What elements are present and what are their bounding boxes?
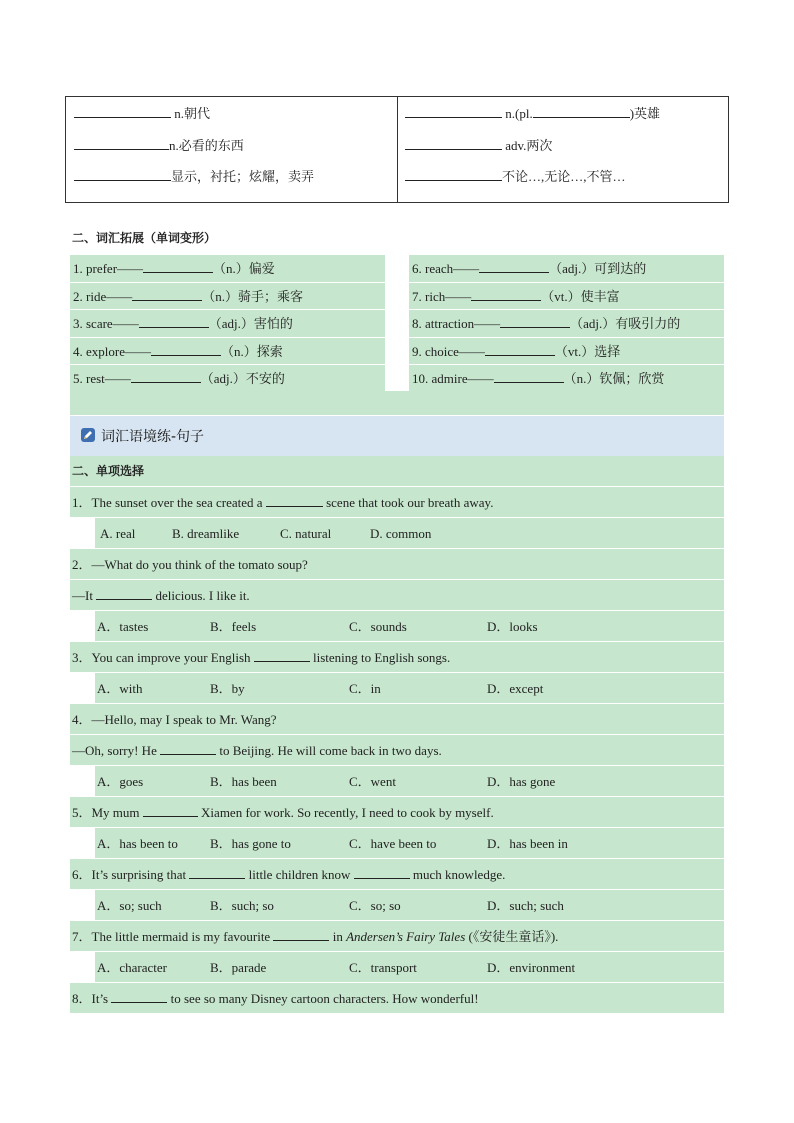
option[interactable]: B．by [210,681,245,696]
answer-blank[interactable] [111,989,167,1003]
answer-blank[interactable] [139,314,209,328]
answer-blank[interactable] [74,136,169,150]
option[interactable]: C．in [349,681,381,696]
option[interactable]: D．has gone [487,774,556,789]
vocab-item: n.朝代 [74,104,210,122]
option[interactable]: A．goes [97,774,144,789]
answer-blank[interactable] [74,104,171,118]
word-form-item: 6. reach—— （adj.）可到达的 [409,255,724,283]
question-stem: 3．You can improve your English listening to English songs. [70,642,724,673]
answer-blank[interactable] [405,167,502,181]
question-stem: 5．My mum Xiamen for work. So recently, I need to cook by myself. [70,797,724,828]
option[interactable]: C．transport [349,960,417,975]
option[interactable]: A. real [100,526,136,541]
word-form-item: 8. attraction—— （adj.）有吸引力的 [409,310,724,338]
table-divider [397,97,398,202]
section-title: 二、词汇拓展（单词变形） [72,231,217,245]
word-form-item: 9. choice—— （vt.）选择 [409,338,724,366]
option[interactable]: D．such; such [487,898,564,913]
option[interactable]: A．tastes [97,619,149,634]
options-row [95,952,724,983]
options-row [95,611,724,642]
word-form-item: 5. rest—— （adj.）不安的 [70,365,385,393]
answer-blank[interactable] [131,369,201,383]
option[interactable]: B．such; so [210,898,274,913]
question-stem: 2．—What do you think of the tomato soup? [70,549,724,580]
spacer-strip [70,391,724,415]
answer-blank[interactable] [266,493,323,507]
word-form-item: 4. explore—— （n.）探索 [70,338,385,366]
word-form-item: 3. scare—— （adj.）害怕的 [70,310,385,338]
option[interactable]: B．feels [210,619,257,634]
question-stem: 6．It’s surprising that little children know much knowledge. [70,859,724,890]
options-row [95,673,724,704]
word-form-item: 2. ride—— （n.）骑手；乘客 [70,283,385,311]
option[interactable]: B. dreamlike [172,526,240,541]
answer-blank[interactable] [254,648,310,662]
question-stem: 1．The sunset over the sea created a scene that took our breath away. [70,487,724,518]
answer-blank[interactable] [479,259,549,273]
option[interactable]: D．environment [487,960,576,975]
vocab-table [65,96,729,203]
options-row [95,828,724,859]
option[interactable]: D. common [370,526,432,541]
option[interactable]: B．has been [210,774,277,789]
answer-blank[interactable] [74,167,171,181]
multiple-choice-section [70,456,724,1014]
option[interactable]: D．looks [487,619,538,634]
option[interactable]: C．have been to [349,836,437,851]
answer-blank[interactable] [189,865,245,879]
options-row [95,890,724,921]
word-forms-left [70,255,385,393]
answer-blank[interactable] [500,314,570,328]
option[interactable]: C. natural [280,526,332,541]
answer-blank[interactable] [132,287,202,301]
option[interactable]: C．sounds [349,619,407,634]
answer-blank[interactable] [533,104,630,118]
option[interactable]: A．so; such [97,898,162,913]
options-row [95,518,724,549]
question-line: —It delicious. I like it. [70,580,724,611]
word-form-item: 1. prefer—— （n.）偏爱 [70,255,385,283]
word-forms-right [409,255,724,393]
vocab-item: n.必看的东西 [74,136,244,154]
vocab-item: 显示，衬托；炫耀，卖弄 [74,167,314,185]
banner-title: 词汇语境练-句子 [101,429,205,445]
section-title: 二、单项选择 [70,456,724,487]
options-row [95,766,724,797]
answer-blank[interactable] [96,586,152,600]
answer-blank[interactable] [143,803,198,817]
question-line: —Oh, sorry! He to Beijing. He will come back in two days. [70,735,724,766]
vocab-item: 不论…,无论…,不管… [405,167,626,185]
answer-blank[interactable] [485,342,555,356]
question-stem: 8．It’s to see so many Disney cartoon characters. How wonderful! [70,983,724,1014]
section-banner [70,416,724,456]
answer-blank[interactable] [405,136,502,150]
answer-blank[interactable] [273,927,329,941]
answer-blank[interactable] [151,342,221,356]
answer-blank[interactable] [354,865,410,879]
answer-blank[interactable] [494,369,564,383]
pencil-icon [81,428,95,442]
question-stem: 4．—Hello, may I speak to Mr. Wang? [70,704,724,735]
answer-blank[interactable] [405,104,502,118]
option[interactable]: C．so; so [349,898,401,913]
option[interactable]: A．character [97,960,168,975]
answer-blank[interactable] [471,287,541,301]
option[interactable]: B．parade [210,960,267,975]
answer-blank[interactable] [160,741,216,755]
answer-blank[interactable] [143,259,213,273]
option[interactable]: A．with [97,681,143,696]
option[interactable]: D．has been in [487,836,568,851]
option[interactable]: D．except [487,681,544,696]
option[interactable]: C．went [349,774,396,789]
word-form-item: 10. admire—— （n.）钦佩；欣赏 [409,365,724,393]
option[interactable]: B．has gone to [210,836,291,851]
question-stem: 7．The little mermaid is my favourite in Andersen’s Fairy Tales (《安徒生童话》). [70,921,724,952]
vocab-item: n.(pl. )英雄 [405,104,660,122]
vocab-item: adv.两次 [405,136,552,154]
option[interactable]: A．has been to [97,836,178,851]
word-form-item: 7. rich—— （vt.）使丰富 [409,283,724,311]
